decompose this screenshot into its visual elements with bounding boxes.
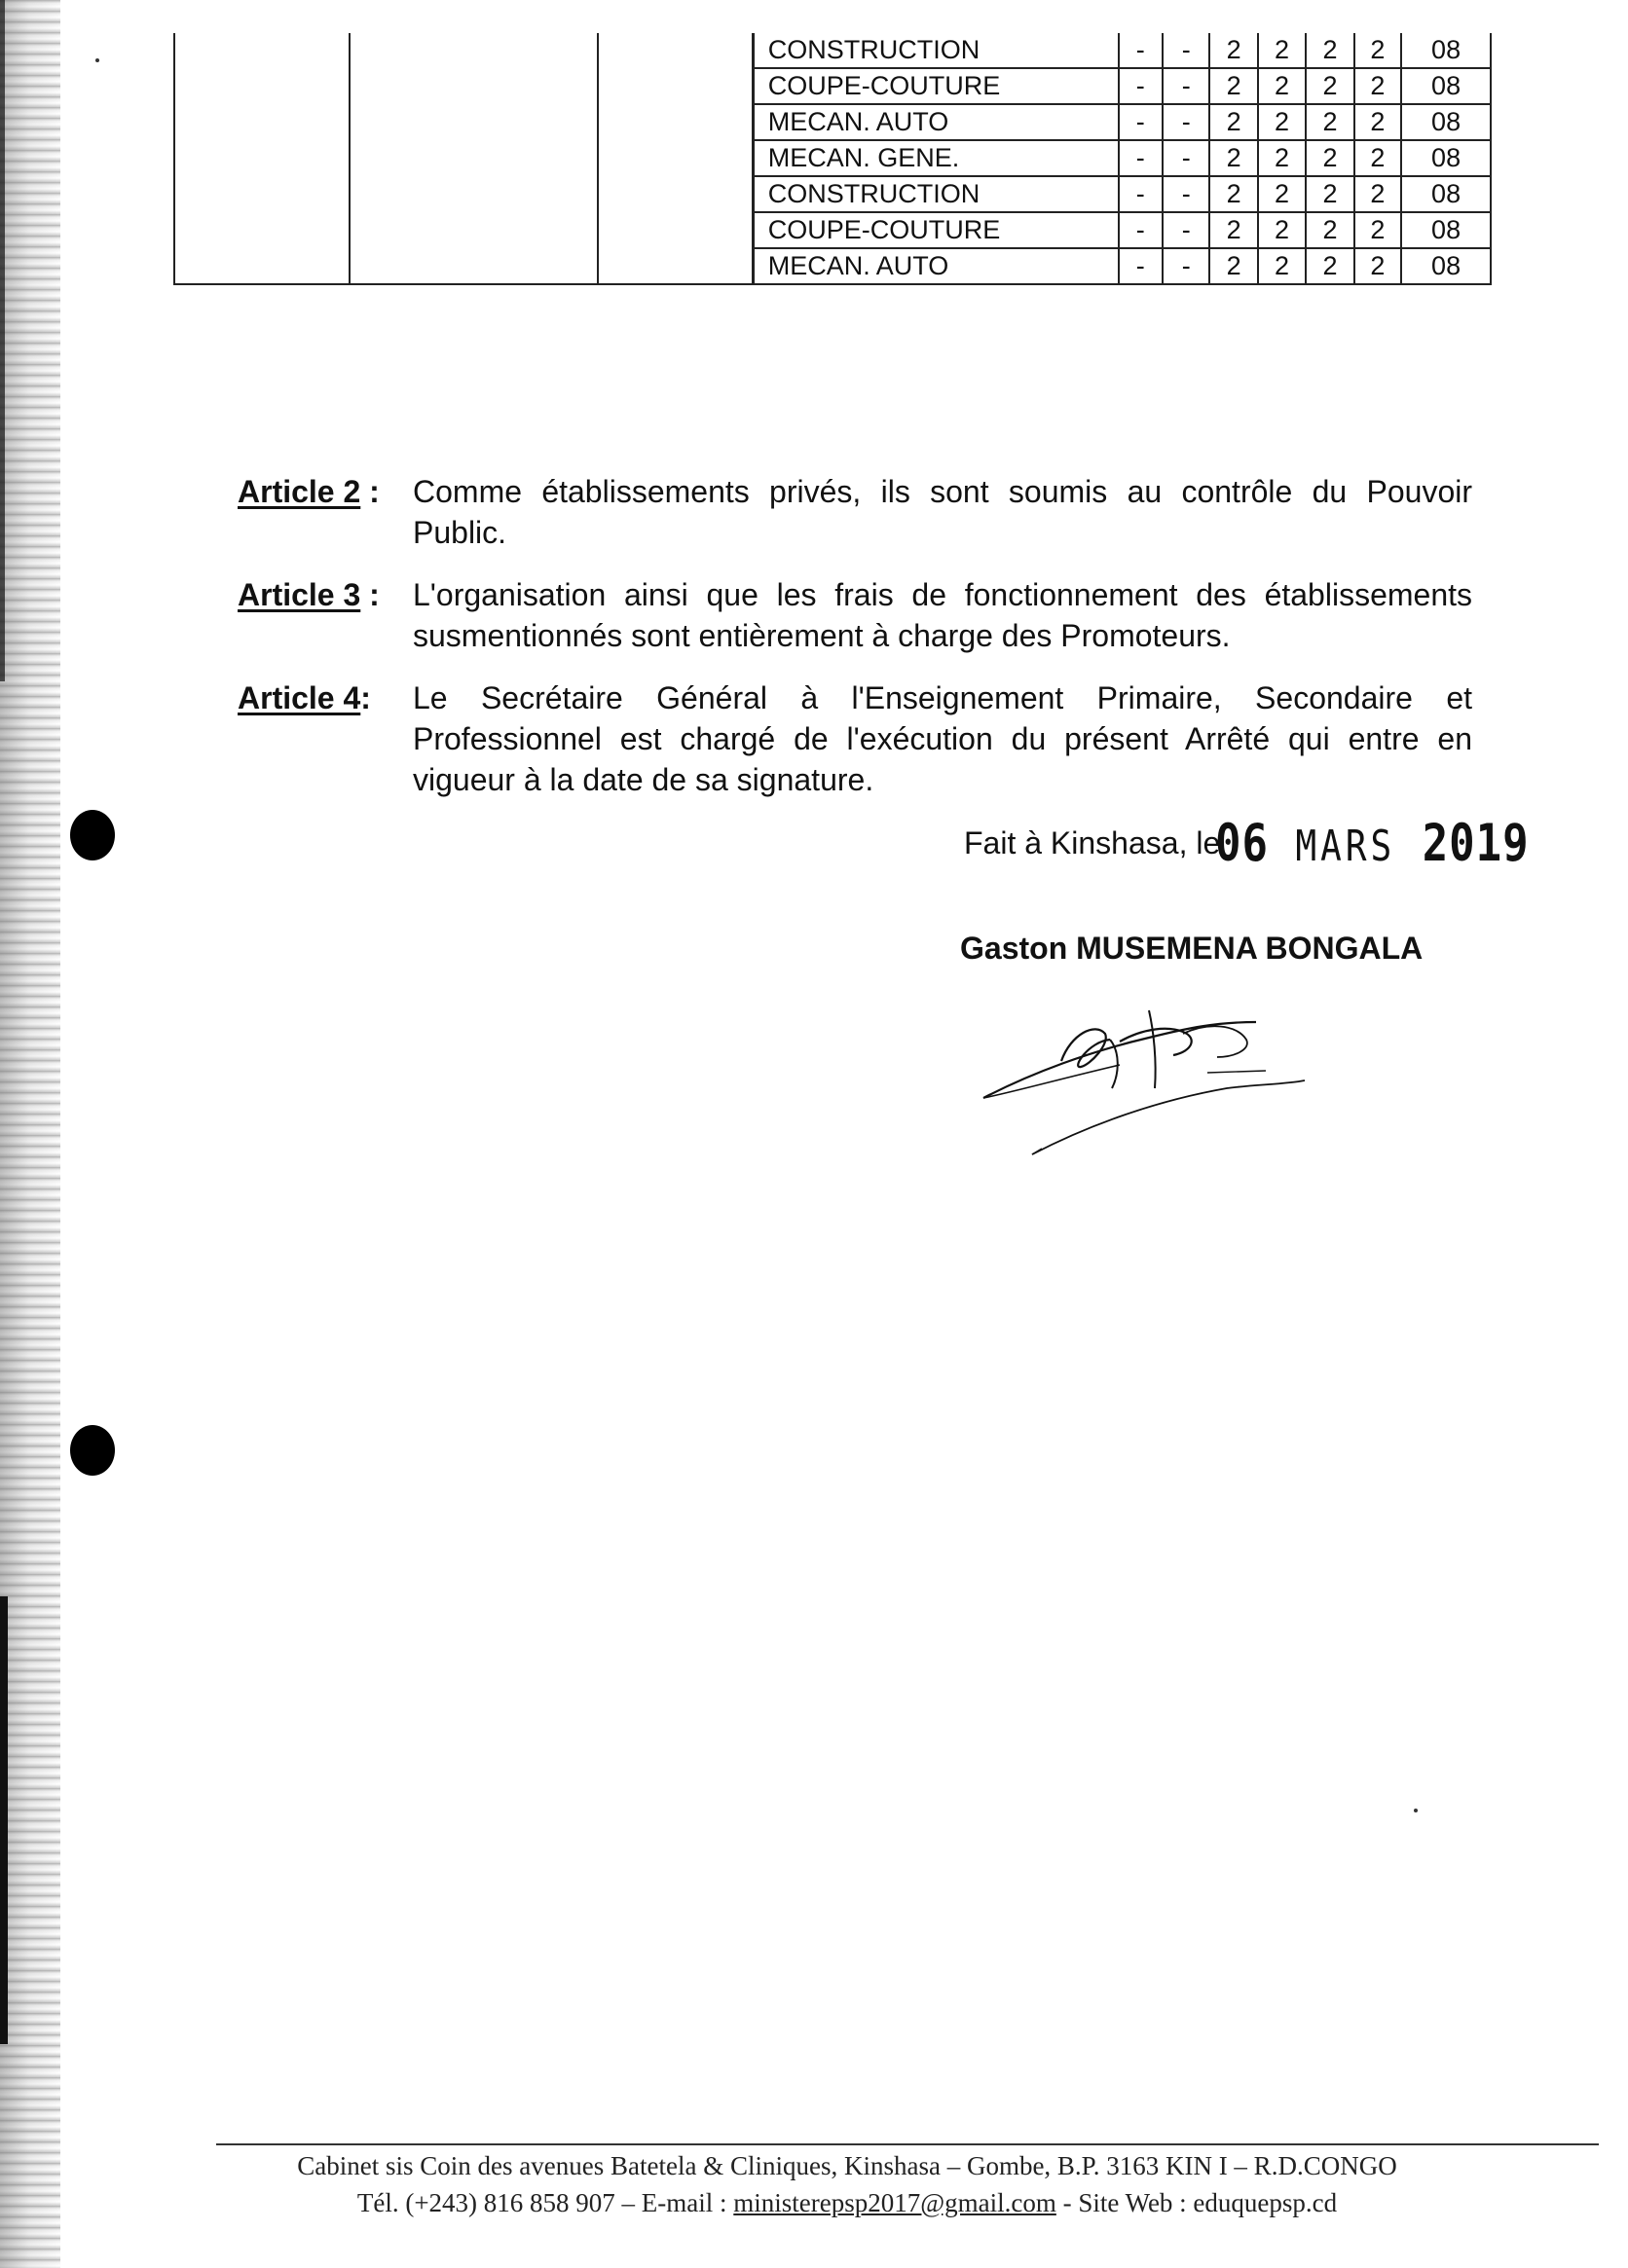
hours-cell: 2 (1258, 33, 1306, 68)
blank-cell (598, 68, 753, 104)
subject-cell: COUPE-COUTURE (753, 212, 1118, 248)
total-cell: 08 (1401, 33, 1491, 68)
hours-cell: 2 (1258, 176, 1306, 212)
hours-cell: 2 (1354, 140, 1401, 176)
punch-hole (70, 810, 115, 860)
blank-cell (350, 176, 598, 212)
hours-cell: 2 (1209, 33, 1257, 68)
scan-speck (1414, 1809, 1418, 1812)
article-4 (238, 677, 1472, 800)
total-cell: 08 (1401, 248, 1491, 284)
article-2 (238, 471, 1472, 553)
blank-cell (350, 212, 598, 248)
blank-cell (350, 104, 598, 140)
subject-cell: MECAN. GENE. (753, 140, 1118, 176)
total-cell: 08 (1401, 176, 1491, 212)
footer-phone: Tél. (+243) 816 858 907 – E-mail : (356, 2188, 734, 2217)
article-label: Article 4: (238, 680, 371, 715)
subject-cell: MECAN. AUTO (753, 248, 1118, 284)
blank-cell (598, 140, 753, 176)
blank-cell (598, 176, 753, 212)
hours-cell: - (1163, 176, 1209, 212)
hours-cell: - (1163, 104, 1209, 140)
blank-cell (350, 140, 598, 176)
subject-cell: CONSTRUCTION (753, 33, 1118, 68)
blank-cell (598, 212, 753, 248)
hours-cell: 2 (1258, 248, 1306, 284)
stamp-year: 2019 (1422, 814, 1530, 874)
table-body (174, 33, 1491, 284)
footer-contact (156, 2188, 1538, 2218)
hours-cell: 2 (1258, 104, 1306, 140)
hours-cell: - (1119, 33, 1163, 68)
blank-cell (174, 212, 350, 248)
hours-cell: 2 (1306, 140, 1353, 176)
blank-cell (350, 33, 598, 68)
blank-cell (174, 104, 350, 140)
hours-cell: - (1163, 212, 1209, 248)
footer-rule (216, 2143, 1599, 2145)
hours-cell: 2 (1354, 104, 1401, 140)
footer-address: Cabinet sis Coin des avenues Batetela & Cliniques, Kinshasa – Gombe, B.P. 3163 KIN I – R.D.CONGO (297, 2151, 1397, 2180)
hours-cell: - (1163, 68, 1209, 104)
date-stamp (1215, 814, 1530, 873)
scan-edge-mark (0, 1596, 8, 2044)
article-label: Article 2 : (238, 474, 380, 509)
article-label: Article 3 : (238, 577, 380, 612)
punch-hole (70, 1425, 115, 1476)
blank-cell (598, 33, 753, 68)
table-row (174, 33, 1491, 68)
scan-edge-noise (0, 0, 60, 2268)
hours-cell: - (1119, 176, 1163, 212)
hours-cell: 2 (1306, 68, 1353, 104)
blank-cell (174, 140, 350, 176)
handwritten-signature (974, 983, 1324, 1178)
hours-cell: - (1119, 212, 1163, 248)
hours-cell: 2 (1258, 212, 1306, 248)
hours-cell: 2 (1209, 212, 1257, 248)
hours-cell: - (1119, 68, 1163, 104)
hours-cell: - (1119, 248, 1163, 284)
blank-cell (598, 104, 753, 140)
article-text: Comme établissements privés, ils sont soumis au contrôle du Pouvoir Public. (413, 474, 1472, 550)
hours-cell: 2 (1354, 176, 1401, 212)
hours-cell: 2 (1209, 176, 1257, 212)
total-cell: 08 (1401, 68, 1491, 104)
signatory-name: Gaston MUSEMENA BONGALA (960, 931, 1424, 966)
scan-edge-mark (0, 0, 5, 681)
blank-cell (350, 68, 598, 104)
footer-website: - Site Web : eduquepsp.cd (1055, 2188, 1338, 2217)
hours-cell: 2 (1354, 33, 1401, 68)
hours-cell: - (1119, 104, 1163, 140)
stamp-month: MARS (1295, 823, 1396, 871)
subject-cell: COUPE-COUTURE (753, 68, 1118, 104)
total-cell: 08 (1401, 104, 1491, 140)
hours-cell: 2 (1306, 104, 1353, 140)
table-row (174, 140, 1491, 176)
hours-cell: 2 (1258, 68, 1306, 104)
total-cell: 08 (1401, 140, 1491, 176)
blank-cell (174, 68, 350, 104)
hours-cell: 2 (1306, 176, 1353, 212)
hours-cell: 2 (1354, 68, 1401, 104)
blank-cell (174, 248, 350, 284)
table-row (174, 176, 1491, 212)
blank-cell (174, 176, 350, 212)
hours-cell: - (1163, 140, 1209, 176)
blank-cell (598, 248, 753, 284)
hours-cell: 2 (1209, 104, 1257, 140)
course-table (173, 33, 1492, 285)
hours-cell: 2 (1209, 248, 1257, 284)
blank-cell (174, 33, 350, 68)
subject-cell: CONSTRUCTION (753, 176, 1118, 212)
place-date-line: Fait à Kinshasa, le (964, 825, 1221, 860)
hours-cell: 2 (1354, 248, 1401, 284)
hours-cell: 2 (1354, 212, 1401, 248)
article-text: Le Secrétaire Général à l'Enseignement Primaire, Secondaire et Professionnel est chargé de l'exécution du présent Arrêté qui entre en vigueur à la date de sa signature. (413, 680, 1472, 797)
footer-email-link[interactable]: ministerepsp2017@gmail.com (733, 2188, 1056, 2217)
hours-cell: - (1163, 33, 1209, 68)
article-text: L'organisation ainsi que les frais de fonctionnement des établissements susmentionnés sont entièrement à charge des Promoteurs. (413, 577, 1472, 653)
hours-cell: 2 (1209, 68, 1257, 104)
scan-speck (95, 58, 99, 62)
table-row (174, 248, 1491, 284)
hours-cell: 2 (1258, 140, 1306, 176)
article-3 (238, 574, 1472, 656)
table-row (174, 68, 1491, 104)
subject-cell: MECAN. AUTO (753, 104, 1118, 140)
hours-cell: 2 (1306, 33, 1353, 68)
hours-cell: - (1119, 140, 1163, 176)
hours-cell: 2 (1209, 140, 1257, 176)
table-row (174, 104, 1491, 140)
total-cell: 08 (1401, 212, 1491, 248)
hours-cell: - (1163, 248, 1209, 284)
table-row (174, 212, 1491, 248)
blank-cell (350, 248, 598, 284)
hours-cell: 2 (1306, 248, 1353, 284)
stamp-day: 06 (1215, 814, 1269, 874)
hours-cell: 2 (1306, 212, 1353, 248)
